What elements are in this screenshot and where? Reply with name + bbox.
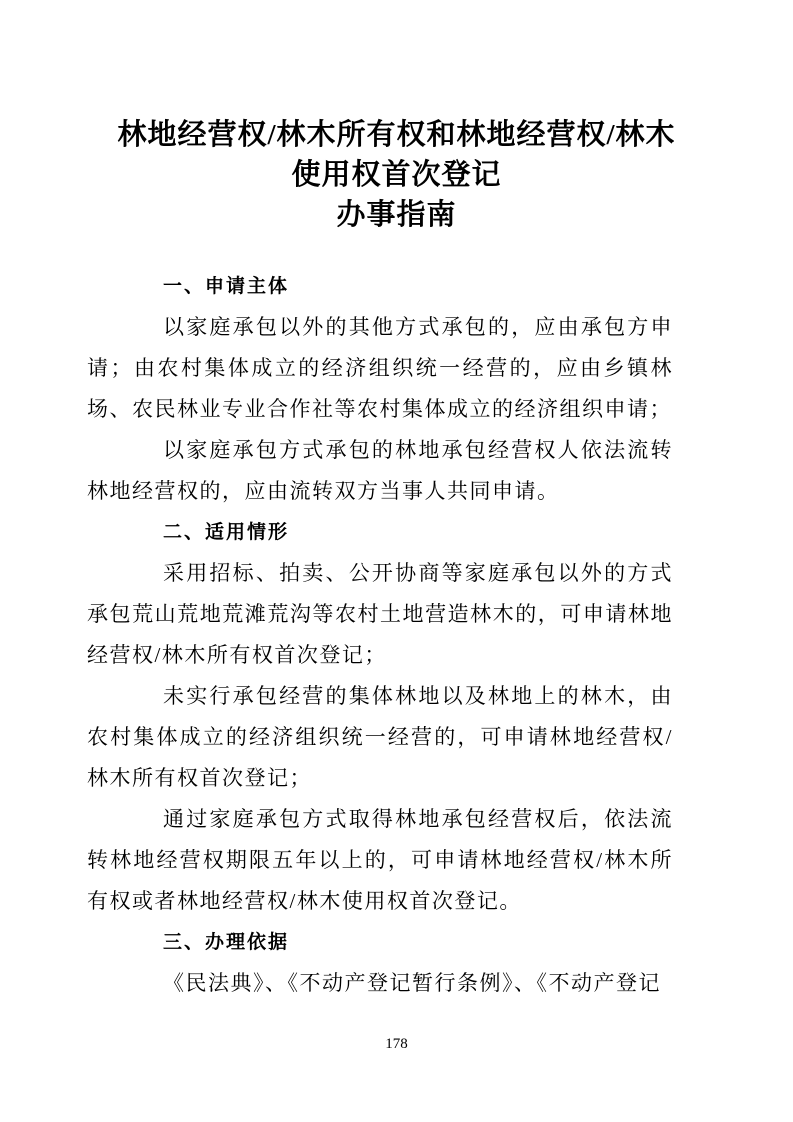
section-legal-basis [87, 922, 673, 1004]
section-application-subject [87, 266, 673, 512]
paragraph: 以家庭承包以外的其他方式承包的，应由承包方申请；由农村集体成立的经济组织统一经营的，应由乡镇林场、农民林业专业合作社等农村集体成立的经济组织申请； [87, 315, 673, 421]
paragraph: 通过家庭承包方式取得林地承包经营权后，依法流转林地经营权期限五年以上的，可申请林地经营权/林木所有权或者林地经营权/林木使用权首次登记。 [87, 807, 673, 913]
title-line-1: 林地经营权/林木所有权和林地经营权/林木 [117, 119, 676, 151]
section-heading-3: 三、办理依据 [163, 932, 290, 953]
section-applicable-situations [87, 512, 673, 922]
page-number: 178 [385, 1036, 408, 1052]
document-body [87, 266, 673, 1004]
section-heading-2: 二、适用情形 [163, 522, 290, 543]
title-line-2: 使用权首次登记 [291, 159, 502, 191]
document-title [0, 115, 793, 235]
section-heading-1: 一、申请主体 [163, 276, 290, 297]
title-line-3: 办事指南 [336, 199, 457, 231]
paragraph: 未实行承包经营的集体林地以及林地上的林木，由农村集体成立的经济组织统一经营的，可申请林地经营权/林木所有权首次登记； [87, 684, 673, 790]
paragraph: 采用招标、拍卖、公开协商等家庭承包以外的方式承包荒山荒地荒滩荒沟等农村土地营造林木的，可申请林地经营权/林木所有权首次登记； [87, 561, 673, 667]
paragraph: 以家庭承包方式承包的林地承包经营权人依法流转林地经营权的，应由流转双方当事人共同申请。 [87, 438, 673, 503]
paragraph: 《民法典》、《不动产登记暂行条例》、《不动产登记 [163, 971, 661, 995]
